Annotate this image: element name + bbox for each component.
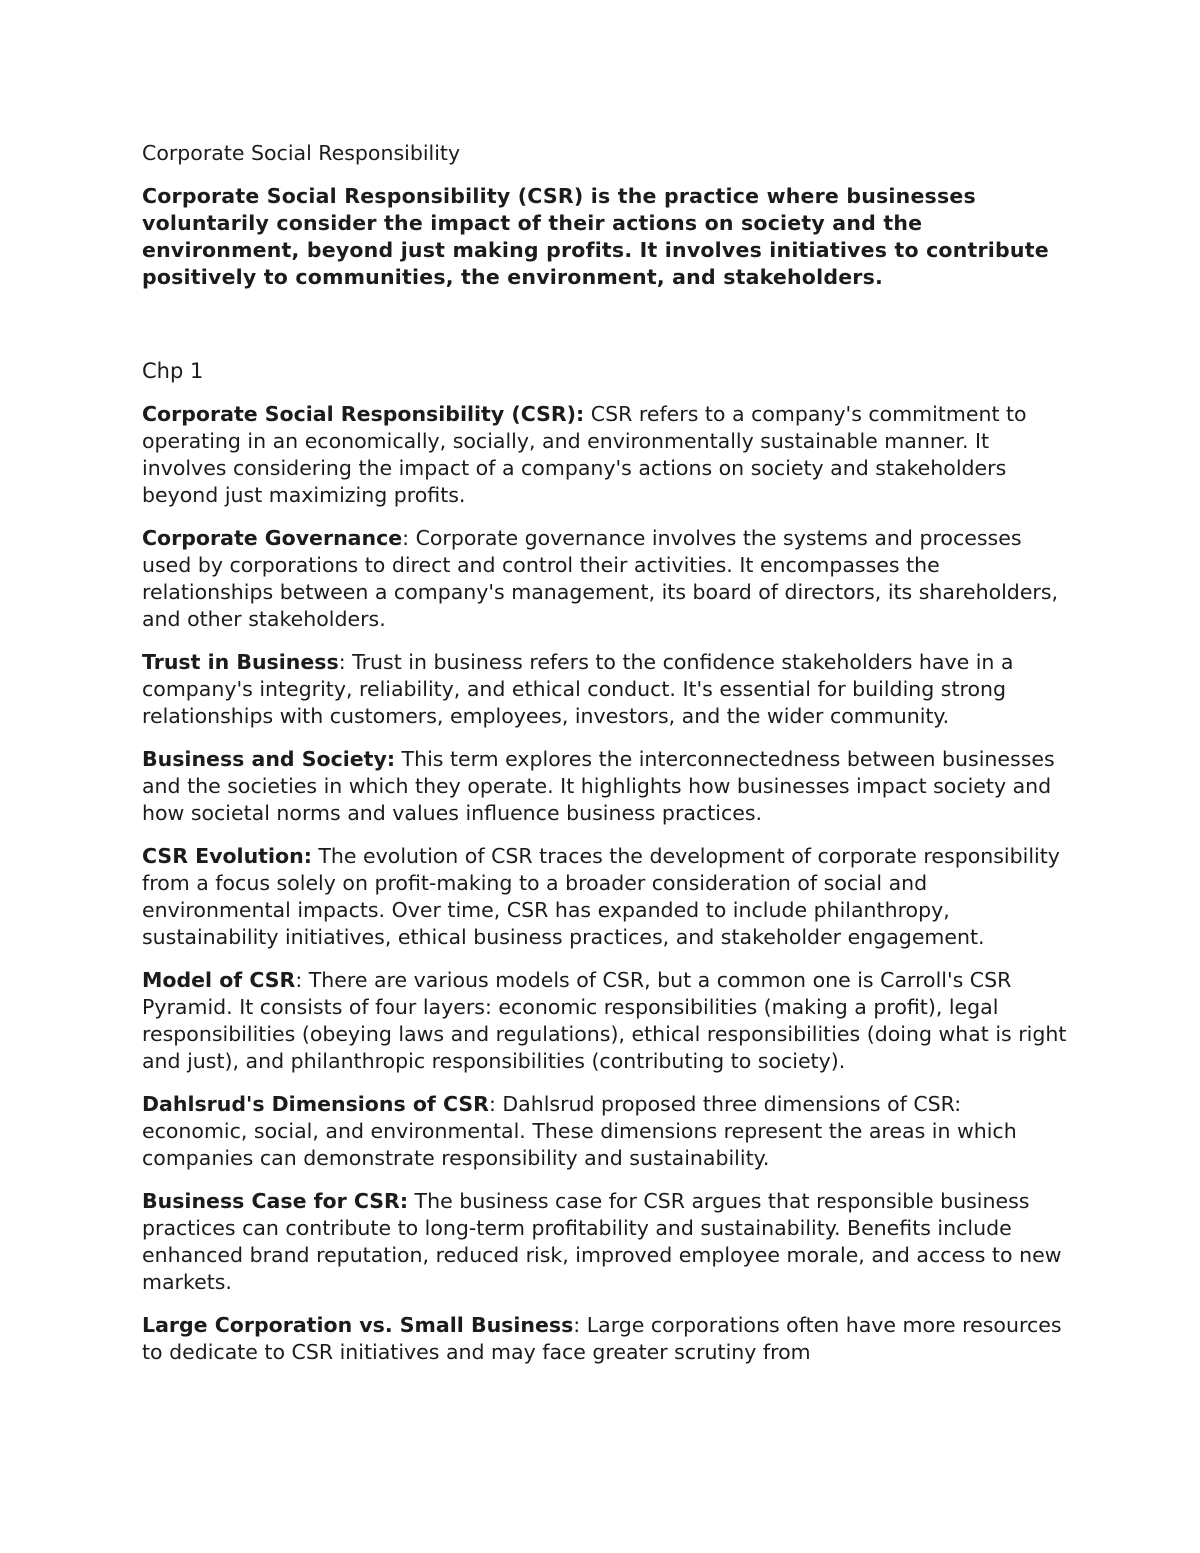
term-paragraph bbox=[142, 649, 1072, 730]
term-name: CSR Evolution: bbox=[142, 844, 312, 868]
term-name: Large Corporation vs. Small Business bbox=[142, 1313, 574, 1337]
document-body bbox=[142, 140, 1072, 1366]
term-paragraph bbox=[142, 1091, 1072, 1172]
term-name: Corporate Social Responsibility (CSR): bbox=[142, 402, 585, 426]
term-definition: : There are various models of CSR, but a common one is Carroll's CSR Pyramid. It consists of four layers: economic responsibilities (making a profit), legal responsibilities (obeying laws and regulations), ethical responsibilities (doing what is right and just), and philanthropic responsibilities (contributing to society). bbox=[142, 968, 1067, 1073]
term-name: Model of CSR bbox=[142, 968, 296, 992]
term-definition: : Large corporations often have more resources to dedicate to CSR initiatives and may face greater scrutiny from bbox=[142, 1313, 1062, 1364]
term-definition: : Corporate governance involves the systems and processes used by corporations to direct and control their activities. It encompasses the relationships between a company's management, its board of directors, its shareholders, and other stakeholders. bbox=[142, 526, 1059, 631]
term-paragraph bbox=[142, 401, 1072, 509]
term-paragraph bbox=[142, 746, 1072, 827]
term-definition: : Dahlsrud proposed three dimensions of CSR: economic, social, and environmental. These dimensions represent the areas in which companies can demonstrate responsibility and sustainability. bbox=[142, 1092, 1017, 1170]
term-definition: The business case for CSR argues that responsible business practices can contribute to long-term profitability and sustainability. Benefits include enhanced brand reputation, reduced risk, improved employee morale, and access to new markets. bbox=[142, 1189, 1062, 1294]
term-name: Business Case for CSR: bbox=[142, 1189, 409, 1213]
term-definition: : Trust in business refers to the confidence stakeholders have in a company's integrity, reliability, and ethical conduct. It's essential for building strong relationships with customers, employees, investors, and the wider community. bbox=[142, 650, 1014, 728]
term-paragraph bbox=[142, 525, 1072, 633]
term-paragraph bbox=[142, 1312, 1072, 1366]
intro-paragraph: Corporate Social Responsibility (CSR) is the practice where businesses voluntarily consider the impact of their actions on society and the environment, beyond just making profits. It involves initiatives to contribute positively to communities, the environment, and stakeholders. bbox=[142, 184, 1049, 289]
term-name: Dahlsrud's Dimensions of CSR bbox=[142, 1092, 489, 1116]
term-paragraph bbox=[142, 967, 1072, 1075]
term-paragraph bbox=[142, 1188, 1072, 1296]
document-title: Corporate Social Responsibility bbox=[142, 141, 461, 165]
term-name: Corporate Governance bbox=[142, 526, 403, 550]
term-name: Business and Society: bbox=[142, 747, 396, 771]
term-definition: This term explores the interconnectedness between businesses and the societies in which they operate. It highlights how businesses impact society and how societal norms and values influence business practices. bbox=[142, 747, 1055, 825]
term-definition: CSR refers to a company's commitment to operating in an economically, socially, and environmentally sustainable manner. It involves considering the impact of a company's actions on society and stakeholders beyond just maximizing profits. bbox=[142, 402, 1027, 507]
chapter-heading: Chp 1 bbox=[142, 359, 204, 383]
term-definition: The evolution of CSR traces the development of corporate responsibility from a focus solely on profit-making to a broader consideration of social and environmental impacts. Over time, CSR has expanded to include philanthropy, sustainability initiatives, ethical business practices, and stakeholder engagement. bbox=[142, 844, 1060, 949]
term-name: Trust in Business bbox=[142, 650, 339, 674]
term-paragraph bbox=[142, 843, 1072, 951]
